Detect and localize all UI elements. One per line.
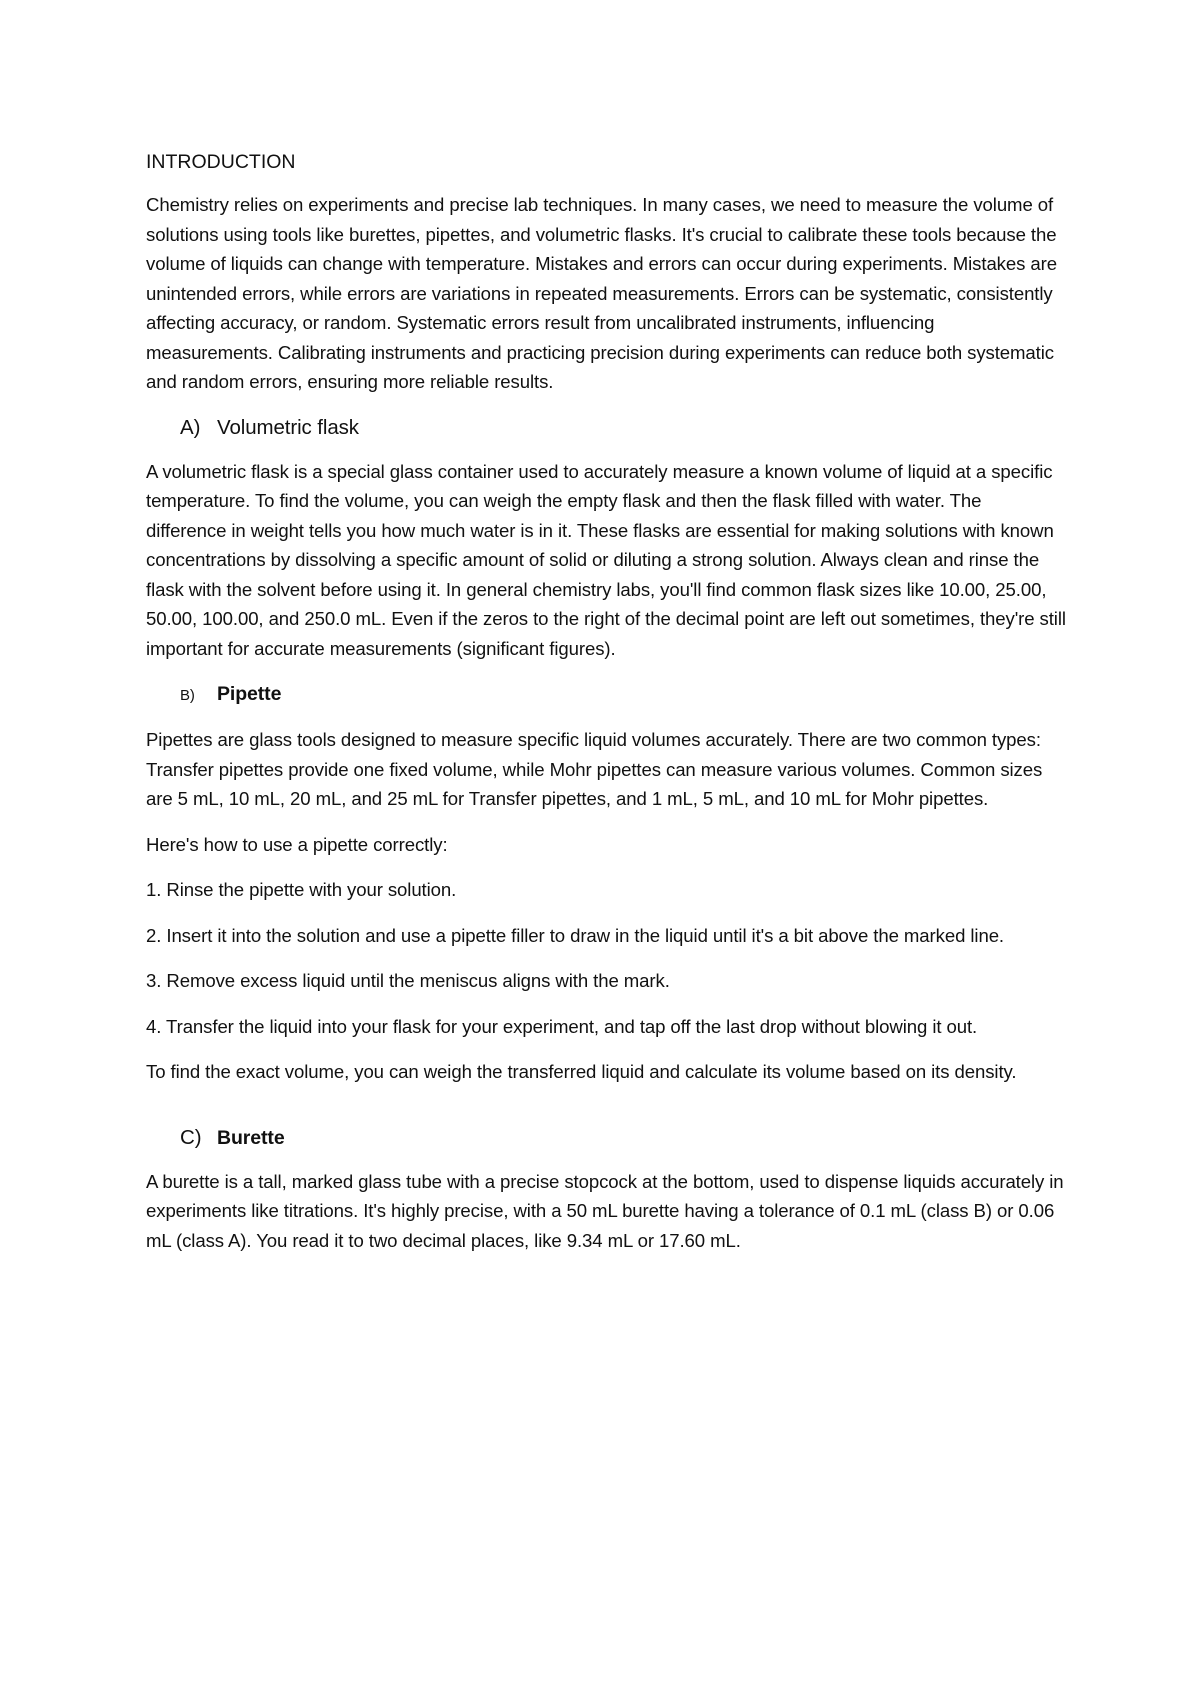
section-heading-pipette: [146, 679, 1066, 711]
section-title: Volumetric flask: [217, 415, 359, 439]
section-heading-volumetric-flask: [146, 413, 1066, 443]
pipette-step: 2. Insert it into the solution and use a pipette filler to draw in the liquid until it's a bit above the marked line.: [146, 924, 1004, 946]
section-title: Burette: [217, 1126, 285, 1149]
pipette-howto-intro: Here's how to use a pipette correctly:: [146, 833, 448, 855]
section-heading-burette: [146, 1123, 1066, 1153]
section-title: Pipette: [217, 683, 282, 705]
document-content: [146, 148, 1066, 1271]
volumetric-flask-paragraph: A volumetric flask is a special glass container used to accurately measure a known volume of liquid at a specific temperature. To find the volume, you can weigh the empty flask and then the flask filled with water. The difference in weight tells you how much water is in it. These flasks are essential for making solutions with known concentrations by dissolving a specific amount of solid or diluting a strong solution. Always clean and rinse the flask with the solvent before using it. In general chemistry labs, you'll find common flask sizes like 10.00, 25.00, 50.00, 100.00, and 250.0 mL. Even if the zeros to the right of the decimal point are left out sometimes, they're still important for accurate measurements (significant figures).: [146, 460, 1066, 659]
section-marker: B): [180, 687, 195, 704]
pipette-step: 3. Remove excess liquid until the meniscus aligns with the mark.: [146, 970, 670, 991]
intro-paragraph: Chemistry relies on experiments and precise lab techniques. In many cases, we need to measure the volume of solutions using tools like burettes, pipettes, and volumetric flasks. It's crucial to calibrate these tools because the volume of liquids can change with temperature. Mistakes and errors can occur during experiments. Mistakes are unintended errors, while errors are variations in repeated measurements. Errors can be systematic, consistently affecting accuracy, or random. Systematic errors result from uncalibrated instruments, influencing measurements. Calibrating instruments and practicing precision during experiments can reduce both systematic and random errors, ensuring more reliable results.: [146, 194, 1057, 392]
intro-heading: INTRODUCTION: [146, 151, 296, 173]
pipette-closing: To find the exact volume, you can weigh the transferred liquid and calculate its volume based on its density.: [146, 1061, 1017, 1082]
burette-paragraph: A burette is a tall, marked glass tube with a precise stopcock at the bottom, used to dispense liquids accurately in experiments like titrations. It's highly precise, with a 50 mL burette having a tolerance of 0.1 mL (class B) or 0.06 mL (class A). You read it to two decimal places, like 9.34 mL or 17.60 mL.: [146, 1170, 1064, 1251]
pipette-step: 1. Rinse the pipette with your solution.: [146, 879, 457, 900]
pipette-paragraph: Pipettes are glass tools designed to measure specific liquid volumes accurately. There are two common types: Transfer pipettes provide one fixed volume, while Mohr pipettes can measure various volumes. Common sizes are 5 mL, 10 mL, 20 mL, and 25 mL for Transfer pipettes, and 1 mL, 5 mL, and 10 mL for Mohr pipettes.: [146, 729, 1043, 809]
pipette-step: 4. Transfer the liquid into your flask for your experiment, and tap off the last drop without blowing it out.: [146, 1015, 978, 1037]
section-marker: A): [180, 415, 201, 439]
section-marker: C): [180, 1125, 202, 1149]
